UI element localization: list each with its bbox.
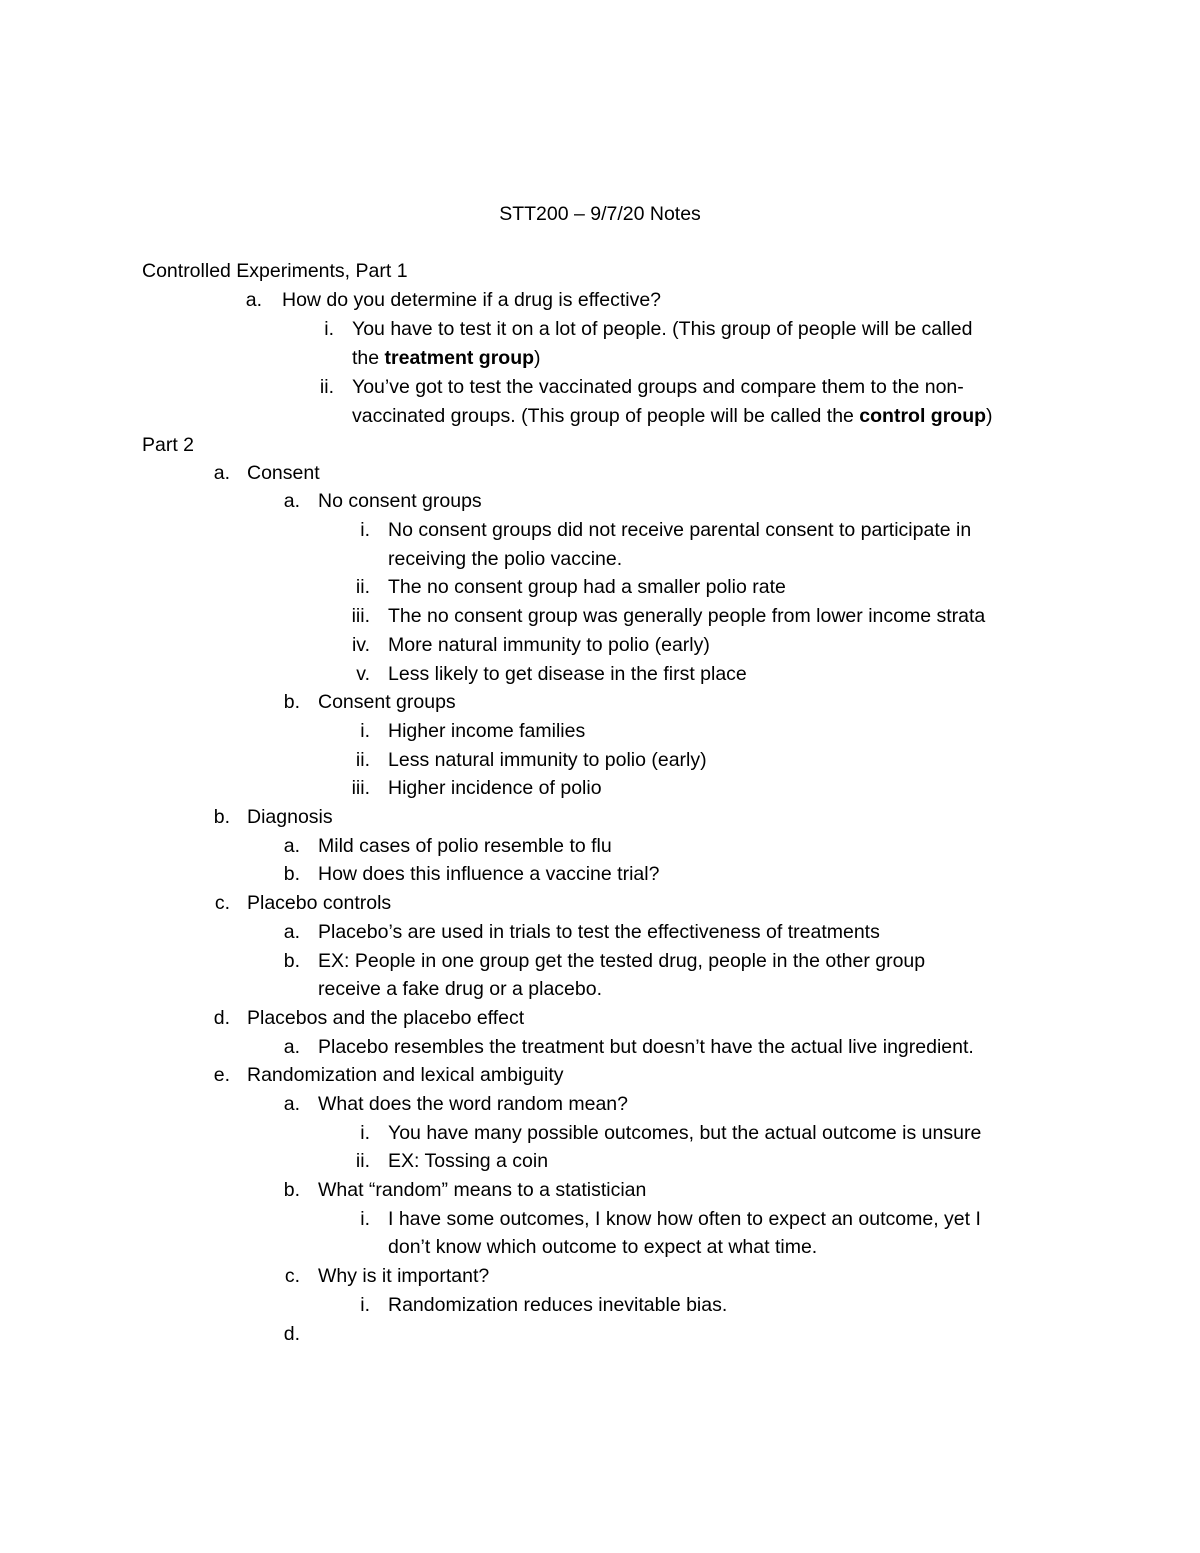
list-marker: ii. [319,376,334,398]
text-run: ) [986,405,993,427]
section-heading-part1: Controlled Experiments, Part 1 [142,260,408,282]
list-item-text: You’ve got to test the vaccinated groups and compare them to the non- [352,376,964,398]
list-marker: ii. [355,749,370,771]
list-marker: i. [360,1294,370,1316]
list-item-text: The no consent group was generally people from lower income strata [388,605,986,627]
list-item-text: Higher incidence of polio [388,777,602,799]
list-marker: ii. [355,1150,370,1172]
text-run: ) [534,347,541,369]
list-marker: i. [360,1208,370,1230]
list-marker: a. [283,835,300,857]
list-item-text: How do you determine if a drug is effective? [282,289,662,311]
list-marker: v. [356,663,370,685]
list-item-continuation: receiving the polio vaccine. [388,548,623,570]
list-item-text: Diagnosis [247,806,333,828]
page-title: STT200 – 9/7/20 Notes [499,203,701,225]
list-item-continuation [352,344,541,373]
list-item-text: Placebo resembles the treatment but doesn’t have the actual live ingredient. [318,1036,974,1058]
list-item-text: Less likely to get disease in the first place [388,663,747,685]
list-item-text: Higher income families [388,720,586,742]
list-item-text: More natural immunity to polio (early) [388,634,710,656]
list-item-continuation [352,402,993,431]
list-item-text: No consent groups did not receive parental consent to participate in [388,519,972,541]
list-item-text: Less natural immunity to polio (early) [388,749,707,771]
list-marker: iv. [351,634,370,656]
list-marker: c. [284,1265,300,1287]
list-marker: i. [360,519,370,541]
text-run: vaccinated groups. (This group of people will be called the [352,405,860,427]
list-item-text: EX: People in one group get the tested drug, people in the other group [318,950,926,972]
list-marker: a. [283,490,300,512]
list-marker: a. [283,921,300,943]
list-marker: i. [360,720,370,742]
list-item-text: How does this influence a vaccine trial? [318,863,660,885]
list-marker: b. [283,691,300,713]
list-item-text: Randomization and lexical ambiguity [247,1064,564,1086]
list-marker: a. [283,1093,300,1115]
list-marker: i. [324,318,334,340]
list-item-text: You have many possible outcomes, but the actual outcome is unsure [388,1122,982,1144]
text-run: the [352,347,385,369]
list-item-text: Randomization reduces inevitable bias. [388,1294,728,1316]
list-item-text: I have some outcomes, I know how often to expect an outcome, yet I [388,1208,981,1230]
list-item-text: Consent [247,462,320,484]
list-item-text: Mild cases of polio resemble to flu [318,835,612,857]
list-marker: a. [213,462,230,484]
list-marker: iii. [351,777,370,799]
list-marker: b. [283,863,300,885]
list-item-continuation: don’t know which outcome to expect at what time. [388,1236,818,1258]
list-marker: a. [283,1036,300,1058]
list-item-text: Why is it important? [318,1265,490,1287]
list-marker: b. [283,1179,300,1201]
list-item-text: Placebo’s are used in trials to test the effectiveness of treatments [318,921,880,943]
list-marker: e. [213,1064,230,1086]
list-marker: iii. [351,605,370,627]
list-marker: c. [214,892,230,914]
list-item-text: Placebo controls [247,892,392,914]
section-heading-part2: Part 2 [142,434,195,456]
list-marker: a. [245,289,262,311]
list-marker: ii. [355,576,370,598]
list-item-text: No consent groups [318,490,482,512]
list-item-text: Consent groups [318,691,456,713]
list-marker: d. [283,1323,300,1345]
list-item-text: Placebos and the placebo effect [247,1007,525,1029]
list-marker: i. [360,1122,370,1144]
list-item-text: You have to test it on a lot of people. (This group of people will be called [352,318,973,340]
list-item-text: EX: Tossing a coin [388,1150,549,1172]
list-marker: d. [213,1007,230,1029]
term-control-group: control group [859,405,987,427]
list-marker: b. [283,950,300,972]
list-item-continuation: receive a fake drug or a placebo. [318,978,603,1000]
term-treatment-group: treatment group [384,347,535,369]
list-item-text: What “random” means to a statistician [318,1179,647,1201]
list-item-text: The no consent group had a smaller polio rate [388,576,786,598]
list-item-text: What does the word random mean? [318,1093,629,1115]
list-marker: b. [213,806,230,828]
